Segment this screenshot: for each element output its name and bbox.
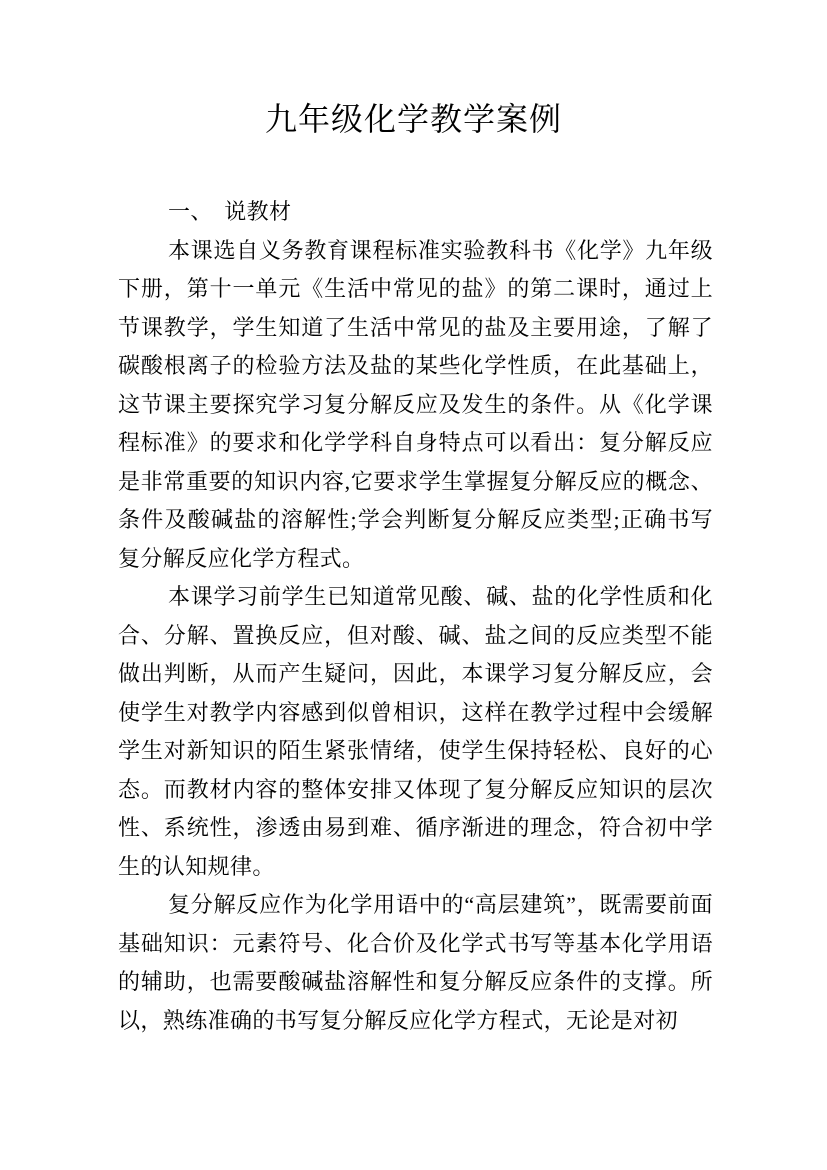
document-body — [118, 193, 713, 1040]
body-paragraph-1: 本课选自义务教育课程标准实验教科书《化学》九年级下册，第十一单元《生活中常见的盐》的第二课时，通过上节课教学，学生知道了生活中常见的盐及主要用途，了解了碳酸根离子的检验方法及盐的某些化学性质，在此基础上，这节课主要探究学习复分解反应及发生的条件。从《化学课程标准》的要求和化学学科自身特点可以看出：复分解反应是非常重要的知识内容,它要求学生掌握复分解反应的概念、条件及酸碱盐的溶解性;学会判断复分解反应类型;正确书写复分解反应化学方程式。 — [118, 237, 713, 571]
section-heading: 一、 说教材 — [168, 199, 292, 224]
page-title: 九年级化学教学案例 — [264, 101, 562, 137]
body-paragraph-2: 本课学习前学生已知道常见酸、碱、盐的化学性质和化合、分解、置换反应，但对酸、碱、盐之间的反应类型不能做出判断，从而产生疑问，因此，本课学习复分解反应，会使学生对教学内容感到似曾相识，这样在教学过程中会缓解学生对新知识的陌生紧张情绪，使学生保持轻松、良好的心态。而教材内容的整体安排又体现了复分解反应知识的层次性、系统性，渗透由易到难、循序渐进的理念，符合初中学生的认知规律。 — [118, 584, 713, 879]
body-paragraph-3: 复分解反应作为化学用语中的“高层建筑”，既需要前面基础知识：元素符号、化合价及化学式书写等基本化学用语的辅助，也需要酸碱盐溶解性和复分解反应条件的支撑。所以，熟练准确的书写复分解反应化学方程式，无论是对初 — [118, 892, 713, 1033]
